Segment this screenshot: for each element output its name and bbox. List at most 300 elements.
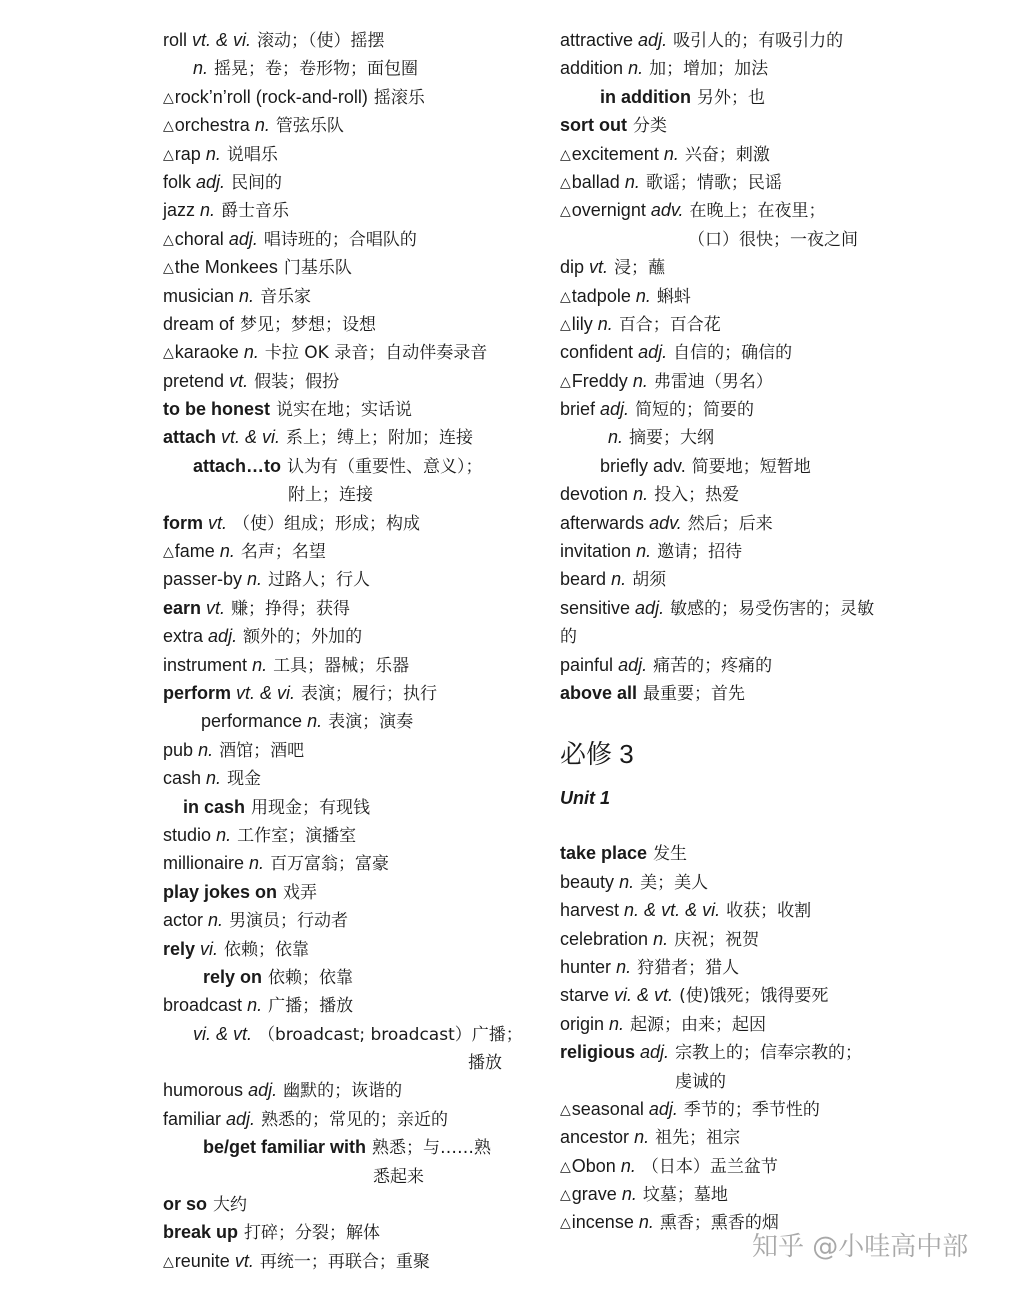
headword: beard [560, 569, 607, 590]
part-of-speech: n. [638, 1212, 654, 1233]
definition: 加；增加；加法 [649, 59, 769, 80]
vocab-entry [560, 196, 932, 224]
definition: 音乐家 [260, 286, 312, 307]
headword: in addition [600, 86, 691, 107]
definition: 美；美人 [640, 872, 709, 893]
headword: confident [560, 342, 634, 363]
definition: 季节的；季节性的 [683, 1099, 820, 1120]
definition: 表演；演奏 [328, 712, 414, 733]
definition: 在晚上；在夜里； [689, 201, 826, 222]
vocab-entry [163, 509, 533, 537]
definition: 简要地；短暂地 [691, 456, 811, 477]
vocab-entry [560, 925, 932, 953]
part-of-speech: n. [247, 569, 263, 590]
part-of-speech: n. [616, 956, 632, 977]
definition: 幽默的；诙谐的 [283, 1081, 403, 1102]
right-column [560, 26, 932, 1237]
definition: 依赖；依靠 [224, 939, 310, 960]
vocab-entry [560, 480, 932, 508]
part-of-speech: n. [628, 58, 644, 79]
part-of-speech: vi. & vt. [614, 985, 674, 1006]
vocab-entry [560, 1180, 932, 1208]
definition: 兴奋；刺激 [684, 144, 770, 165]
definition: 收获；收割 [726, 901, 812, 922]
vocab-entry [163, 1190, 533, 1218]
definition: 的 [560, 627, 577, 648]
vocab-entry [163, 1105, 533, 1133]
definition: 熟悉的；常见的；亲近的 [261, 1109, 449, 1130]
part-of-speech: adj. [648, 1098, 678, 1119]
definition: 广播；播放 [268, 996, 354, 1017]
definition: 打碎；分裂；解体 [244, 1223, 381, 1244]
vocab-entry [163, 963, 533, 991]
triangle-marker-icon: △ [560, 1157, 571, 1174]
definition: 爵士音乐 [221, 201, 290, 222]
definition: 表演；履行；执行 [301, 683, 438, 704]
definition: 名声；名望 [240, 542, 326, 563]
part-of-speech: n. [619, 871, 635, 892]
vocab-entry [163, 452, 533, 480]
part-of-speech: adj. [228, 228, 258, 249]
vocab-entry [163, 140, 533, 168]
headword: ballad [571, 171, 620, 192]
vocab-entry [163, 196, 533, 224]
part-of-speech: n. [200, 200, 216, 221]
headword: to be honest [163, 399, 270, 420]
headword: rock’n’roll (rock-and-roll) [174, 86, 368, 107]
headword: attach [163, 427, 217, 448]
vocab-entry [163, 1247, 533, 1275]
definition: 卡拉 OK 录音；自动伴奏录音 [264, 343, 488, 364]
headword: play jokes on [163, 881, 278, 902]
vocab-entry [163, 821, 533, 849]
vocab-entry [560, 452, 932, 480]
definition: 庆祝；祝贺 [674, 929, 760, 950]
part-of-speech: n. [663, 143, 679, 164]
definition: 滚动；（使）摇摆 [257, 31, 385, 51]
vocab-entry [560, 896, 932, 924]
triangle-marker-icon: △ [560, 287, 571, 304]
headword: humorous [163, 1080, 244, 1101]
vocab-entry [163, 651, 533, 679]
headword: extra [163, 626, 204, 647]
part-of-speech: n. [609, 1013, 625, 1034]
part-of-speech: vt. [589, 257, 609, 278]
part-of-speech: vt. [206, 597, 226, 618]
part-of-speech: adj. [618, 654, 648, 675]
triangle-marker-icon: △ [560, 202, 571, 219]
vocab-entry [163, 168, 533, 196]
headword: Obon [571, 1155, 616, 1176]
definition: 认为有（重要性、意义）； [287, 456, 483, 477]
part-of-speech: adj. [638, 342, 668, 363]
vocab-entry [560, 868, 932, 896]
headword: addition [560, 58, 624, 79]
triangle-marker-icon: △ [163, 344, 174, 361]
part-of-speech: adj. [635, 597, 665, 618]
headword: attach…to [193, 455, 282, 476]
headword: above all [560, 682, 638, 703]
part-of-speech: vt. & vi. [221, 427, 281, 448]
part-of-speech: adj. [640, 1042, 670, 1063]
headword: or so [163, 1194, 208, 1215]
vocab-entry [560, 338, 932, 366]
headword: starve [560, 985, 610, 1006]
part-of-speech: n. [247, 995, 263, 1016]
definition: 梦见；梦想；设想 [240, 314, 377, 335]
definition: 发生 [653, 844, 688, 865]
headword: instrument [163, 654, 248, 675]
headword: celebration [560, 928, 649, 949]
definition: 再统一；再联合；重聚 [259, 1251, 430, 1272]
definition: 门基乐队 [283, 258, 352, 279]
vocab-entry [163, 991, 533, 1019]
headword: broadcast [163, 995, 243, 1016]
headword: choral [174, 228, 224, 249]
part-of-speech: adv. [650, 200, 684, 221]
part-of-speech: adj. [638, 30, 668, 50]
vocab-entry [560, 310, 932, 338]
vocab-entry [163, 764, 533, 792]
triangle-marker-icon: △ [560, 145, 571, 162]
part-of-speech: vt. [234, 1250, 254, 1271]
part-of-speech: n. [206, 768, 222, 789]
definition: 管弦乐队 [275, 116, 344, 137]
definition: （日本）盂兰盆节 [641, 1156, 778, 1177]
headword: sort out [560, 115, 627, 136]
vocab-entry [560, 111, 932, 139]
headword: passer-by [163, 569, 243, 590]
definition: 大约 [213, 1195, 248, 1216]
part-of-speech: n. [608, 427, 624, 448]
vocab-entry [560, 594, 932, 622]
headword: devotion [560, 484, 629, 505]
vocab-entry [163, 679, 533, 707]
headword: earn [163, 597, 202, 618]
part-of-speech: n. [208, 910, 224, 931]
definition: 熏香；熏香的烟 [659, 1213, 779, 1234]
headword: break up [163, 1222, 239, 1243]
headword: take place [560, 843, 648, 864]
definition: 蝌蚪 [656, 286, 691, 307]
definition: 熟悉；与……熟 [372, 1138, 492, 1159]
definition: 播放 [468, 1053, 502, 1074]
definition: 吸引人的；有吸引力的 [673, 31, 844, 51]
definition: 说实在地；实话说 [276, 400, 412, 421]
part-of-speech: n. [611, 569, 627, 590]
definition: 附上；连接 [288, 485, 373, 506]
vocab-entry [560, 140, 932, 168]
vocab-entry [560, 1095, 932, 1123]
vocab-entry [163, 225, 533, 253]
vocab-entry [163, 793, 533, 821]
headword: orchestra [174, 115, 250, 136]
vocab-entry [560, 953, 932, 981]
headword: grave [571, 1184, 617, 1205]
right-bottom-entries [560, 839, 932, 1236]
part-of-speech: vt. [229, 370, 249, 391]
vocab-entry [163, 367, 533, 395]
headword: in cash [183, 796, 246, 817]
triangle-marker-icon: △ [163, 145, 174, 162]
vocab-entry [560, 537, 932, 565]
headword: jazz [163, 200, 196, 221]
vocab-entry [560, 282, 932, 310]
part-of-speech: n. [307, 711, 323, 732]
headword: ancestor [560, 1127, 630, 1148]
definition: 赚；挣得；获得 [231, 598, 351, 619]
vocab-entry [560, 1123, 932, 1151]
vocab-entry [163, 707, 533, 735]
headword: rap [174, 143, 201, 164]
headword: the Monkees [174, 257, 278, 278]
vocab-entry [163, 1218, 533, 1246]
part-of-speech: n. [193, 58, 209, 79]
triangle-marker-icon: △ [163, 259, 174, 276]
vocab-entry [163, 480, 533, 508]
watermark: 知乎 @小哇高中部 [752, 1232, 969, 1262]
definition: 邀请；招待 [657, 542, 743, 563]
headword: origin [560, 1013, 605, 1034]
vocab-entry [163, 423, 533, 451]
headword: karaoke [174, 342, 239, 363]
definition: 祖先；祖宗 [655, 1128, 741, 1149]
part-of-speech: n. [632, 370, 648, 391]
headword: beauty [560, 871, 615, 892]
triangle-marker-icon: △ [163, 543, 174, 560]
part-of-speech: n. [243, 342, 259, 363]
definition: 过路人；行人 [268, 570, 371, 591]
headword: actor [163, 910, 204, 931]
definition: 工具；器械；乐器 [273, 655, 410, 676]
definition: 然后；后来 [687, 513, 773, 534]
vocab-entry [163, 54, 533, 82]
headword: briefly adv. [600, 455, 686, 476]
vocab-entry [560, 509, 932, 537]
part-of-speech: adj. [196, 171, 226, 192]
vocab-entry [560, 565, 932, 593]
headword: seasonal [571, 1098, 644, 1119]
definition: 用现金；有现钱 [251, 797, 371, 818]
definition: 额外的；外加的 [243, 627, 363, 648]
part-of-speech: vt. & vi. [236, 682, 296, 703]
definition: 摇滚乐 [373, 87, 425, 108]
headword: familiar [163, 1108, 222, 1129]
headword: Freddy [571, 370, 628, 391]
headword: painful [560, 654, 614, 675]
definition: 痛苦的；疼痛的 [653, 655, 773, 676]
left-column [163, 26, 533, 1275]
part-of-speech: n. & vt. & vi. [624, 900, 721, 921]
vocab-entry [560, 54, 932, 82]
vocab-entry [560, 622, 932, 650]
vocab-entry [163, 622, 533, 650]
part-of-speech: n. [252, 654, 268, 675]
part-of-speech: n. [205, 143, 221, 164]
headword: attractive [560, 30, 634, 50]
part-of-speech: n. [634, 1127, 650, 1148]
headword: form [163, 512, 203, 533]
vocab-entry [163, 111, 533, 139]
part-of-speech: vi. & vt. [193, 1023, 253, 1044]
part-of-speech: adv. [649, 512, 682, 533]
vocab-entry [560, 1067, 932, 1095]
vocab-entry [163, 1133, 533, 1161]
vocab-entry [163, 1076, 533, 1104]
headword: be/get familiar with [203, 1137, 367, 1158]
vocab-entry [560, 1010, 932, 1038]
vocab-entry [560, 367, 932, 395]
headword: hunter [560, 956, 612, 977]
definition: 酒馆；酒吧 [219, 740, 305, 761]
vocab-entry [163, 537, 533, 565]
headword: overnignt [571, 200, 646, 221]
triangle-marker-icon: △ [560, 1186, 571, 1203]
part-of-speech: adj. [208, 626, 238, 647]
headword: dream of [163, 313, 235, 334]
section-title: 必修 3 [560, 739, 634, 770]
vocab-entry [163, 736, 533, 764]
vocab-entry [560, 651, 932, 679]
vocab-entry [163, 849, 533, 877]
definition: 工作室；演播室 [237, 825, 357, 846]
definition: 戏弄 [283, 882, 318, 903]
part-of-speech: n. [249, 853, 265, 874]
right-top-entries [560, 26, 932, 707]
headword: rely [163, 938, 196, 959]
triangle-marker-icon: △ [560, 372, 571, 389]
triangle-marker-icon: △ [560, 1100, 571, 1117]
part-of-speech: n. [219, 541, 235, 562]
definition: 男演员；行动者 [229, 911, 349, 932]
headword: harvest [560, 900, 620, 921]
vocab-entry [560, 253, 932, 281]
definition: 宗教上的；信奉宗教的； [675, 1043, 863, 1064]
definition: （使）组成；形成；构成 [233, 513, 421, 534]
headword: folk [163, 171, 192, 192]
definition: 投入；热爱 [654, 485, 740, 506]
headword: millionaire [163, 853, 245, 874]
part-of-speech: n. [636, 541, 652, 562]
part-of-speech: adj. [226, 1108, 256, 1129]
headword: pretend [163, 370, 225, 391]
vocab-entry [163, 395, 533, 423]
headword: sensitive [560, 597, 631, 618]
headword: musician [163, 285, 235, 306]
definition: 假装；假扮 [254, 371, 340, 392]
vocab-entry [560, 83, 932, 111]
unit-title: Unit 1 [560, 788, 611, 809]
definition: (使)饿死；饿得要死 [679, 986, 829, 1007]
vocab-entry [163, 878, 533, 906]
vocab-entry [560, 168, 932, 196]
triangle-marker-icon: △ [163, 1252, 174, 1269]
vocab-entry [163, 1048, 533, 1076]
headword: rely on [203, 966, 263, 987]
part-of-speech: n. [653, 928, 669, 949]
vocab-entry [163, 83, 533, 111]
vocab-entry [163, 1020, 533, 1048]
vocab-entry [163, 310, 533, 338]
vocab-entry [163, 253, 533, 281]
definition: 简短的；简要的 [635, 400, 755, 421]
definition: 悉起来 [373, 1166, 424, 1187]
triangle-marker-icon: △ [163, 117, 174, 134]
part-of-speech: vt. [208, 512, 228, 533]
definition: 民间的 [231, 172, 283, 193]
definition: 最重要；首先 [643, 683, 746, 704]
headword: performance [201, 711, 303, 732]
headword: invitation [560, 541, 632, 562]
part-of-speech: n. [633, 484, 649, 505]
vocab-entry [163, 594, 533, 622]
vocab-entry [163, 1162, 533, 1190]
definition: 百万富翁；富豪 [270, 854, 390, 875]
part-of-speech: adj. [248, 1080, 278, 1101]
vocab-entry [163, 338, 533, 366]
headword: studio [163, 824, 212, 845]
definition: 胡须 [632, 570, 667, 591]
part-of-speech: vt. & vi. [192, 30, 252, 50]
headword: brief [560, 399, 596, 420]
vocab-entry [560, 395, 932, 423]
definition: 摇晃；卷；卷形物；面包圈 [214, 59, 419, 80]
headword: reunite [174, 1250, 230, 1271]
definition: 敏感的；易受伤害的；灵敏 [670, 598, 875, 619]
vocab-entry [560, 1038, 932, 1066]
vocab-entry [560, 1152, 932, 1180]
part-of-speech: n. [597, 313, 613, 334]
part-of-speech: n. [621, 1184, 637, 1205]
part-of-speech: n. [624, 171, 640, 192]
part-of-speech: n. [239, 285, 255, 306]
headword: tadpole [571, 285, 631, 306]
headword: lily [571, 313, 593, 334]
vocab-entry [560, 423, 932, 451]
definition: 另外；也 [696, 87, 765, 108]
triangle-marker-icon: △ [560, 315, 571, 332]
definition: 说唱乐 [226, 144, 278, 165]
definition: 系上；缚上；附加；连接 [286, 428, 474, 449]
definition: 坟墓；墓地 [642, 1185, 728, 1206]
definition: 歌谣；情歌；民谣 [645, 172, 782, 193]
part-of-speech: vi. [200, 938, 219, 959]
vocab-entry [560, 26, 932, 54]
definition: （口）很快；一夜之间 [688, 229, 858, 250]
headword: pub [163, 739, 194, 760]
triangle-marker-icon: △ [560, 1214, 571, 1231]
definition: 百合；百合花 [618, 314, 721, 335]
headword: religious [560, 1042, 636, 1063]
definition: 虔诚的 [675, 1071, 726, 1092]
definition: （broadcast; broadcast）广播； [258, 1024, 523, 1045]
vocab-entry [560, 839, 932, 867]
headword: excitement [571, 143, 659, 164]
vocab-entry [163, 935, 533, 963]
part-of-speech: n. [198, 739, 214, 760]
part-of-speech: n. [216, 824, 232, 845]
triangle-marker-icon: △ [163, 230, 174, 247]
vocab-entry [163, 26, 533, 54]
headword: incense [571, 1212, 634, 1233]
triangle-marker-icon: △ [163, 88, 174, 105]
part-of-speech: n. [254, 115, 270, 136]
headword: afterwards [560, 512, 645, 533]
definition: 起源；由来；起因 [630, 1014, 767, 1035]
vocab-entry [163, 565, 533, 593]
headword: cash [163, 768, 202, 789]
headword: perform [163, 682, 232, 703]
